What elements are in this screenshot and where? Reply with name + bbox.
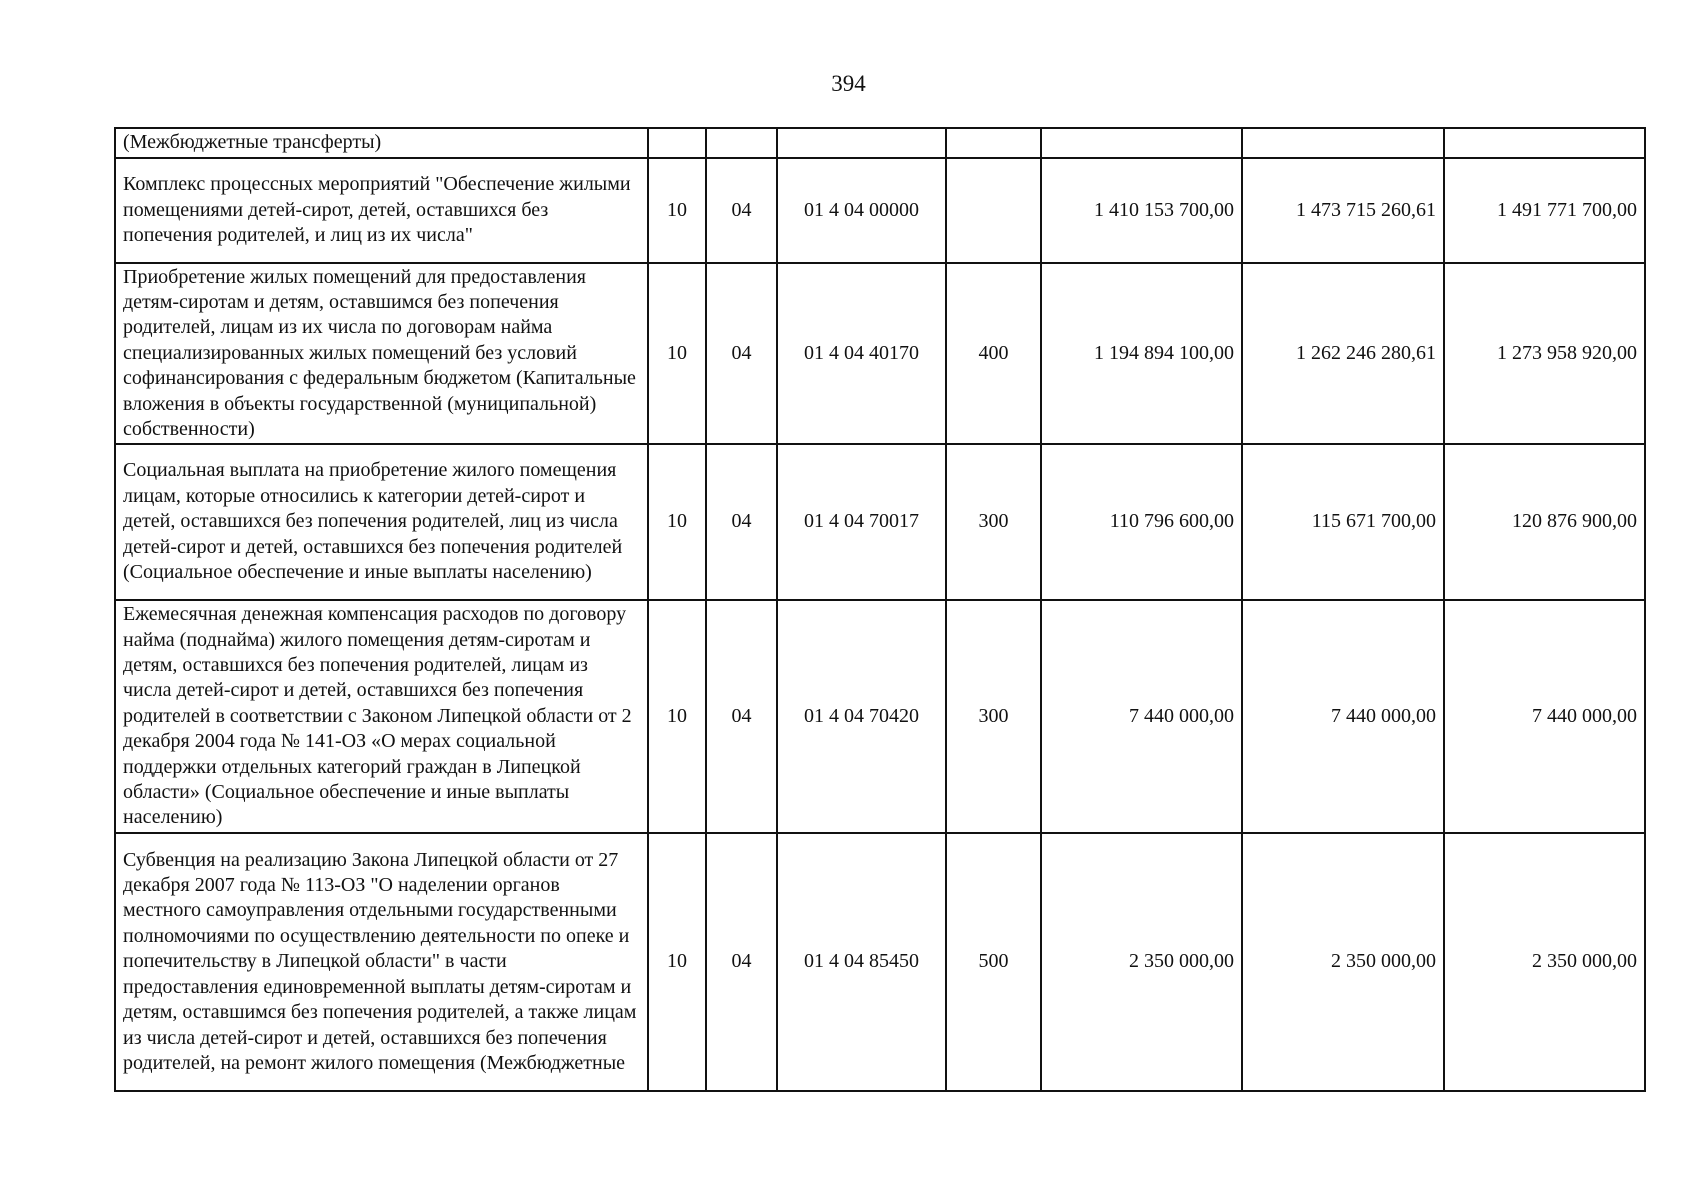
subsection-code: 04 [706,158,777,263]
amount-year-3: 120 876 900,00 [1444,444,1645,600]
amount-year-2 [1242,128,1444,158]
row-description: Приобретение жилых помещений для предоставления детям-сиротам и детям, оставшимся без попечения родителей, лицам из их числа по договорам найма специализированных жилых помещений без условий софинансирования с федеральным бюджетом (Капитальные вложения в объекты государственной (муниципальной) собственности) [115,263,648,444]
subsection-code: 04 [706,833,777,1091]
target-article-code: 01 4 04 70420 [777,600,946,833]
subsection-code: 04 [706,600,777,833]
subsection-code [706,128,777,158]
section-code: 10 [648,833,706,1091]
subsection-code: 04 [706,444,777,600]
amount-year-3: 7 440 000,00 [1444,600,1645,833]
amount-year-2: 2 350 000,00 [1242,833,1444,1091]
table-row [115,263,1645,444]
amount-year-1: 1 410 153 700,00 [1041,158,1242,263]
target-article-code [777,128,946,158]
section-code: 10 [648,444,706,600]
row-description: Субвенция на реализацию Закона Липецкой области от 27 декабря 2007 года № 113-ОЗ "О наделении органов местного самоуправления отдельными государственными полномочиями по осуществлению деятельности по опеке и попечительству в Липецкой области" в части предоставления единовременной выплаты детям-сиротам и детям, оставшимся без попечения родителей, а также лицам из числа детей-сирот и детей, оставшихся без попечения родителей, на ремонт жилого помещения (Межбюджетные [115,833,648,1091]
row-description: Комплекс процессных мероприятий "Обеспечение жилыми помещениями детей-сирот, детей, оставшихся без попечения родителей, и лиц из их числа" [115,158,648,263]
amount-year-3: 1 491 771 700,00 [1444,158,1645,263]
amount-year-2: 7 440 000,00 [1242,600,1444,833]
target-article-code: 01 4 04 40170 [777,263,946,444]
amount-year-2: 115 671 700,00 [1242,444,1444,600]
target-article-code: 01 4 04 70017 [777,444,946,600]
amount-year-1: 2 350 000,00 [1041,833,1242,1091]
section-code: 10 [648,600,706,833]
expense-type-code: 300 [946,600,1041,833]
target-article-code: 01 4 04 00000 [777,158,946,263]
amount-year-3 [1444,128,1645,158]
page-number: 394 [831,71,866,96]
expense-type-code: 400 [946,263,1041,444]
amount-year-1: 7 440 000,00 [1041,600,1242,833]
table-row [115,128,1645,158]
amount-year-2: 1 262 246 280,61 [1242,263,1444,444]
amount-year-1 [1041,128,1242,158]
row-description: Социальная выплата на приобретение жилого помещения лицам, которые относились к категории детей-сирот и детей, оставшихся без попечения родителей, лиц из числа детей-сирот и детей, оставшихся без попечения родителей (Социальное обеспечение и иные выплаты населению) [115,444,648,600]
expense-type-code: 300 [946,444,1041,600]
amount-year-1: 110 796 600,00 [1041,444,1242,600]
row-description: (Межбюджетные трансферты) [115,128,648,158]
target-article-code: 01 4 04 85450 [777,833,946,1091]
amount-year-3: 2 350 000,00 [1444,833,1645,1091]
budget-table [114,127,1646,1092]
amount-year-1: 1 194 894 100,00 [1041,263,1242,444]
table-row [115,600,1645,833]
amount-year-2: 1 473 715 260,61 [1242,158,1444,263]
section-code: 10 [648,158,706,263]
section-code: 10 [648,263,706,444]
table-row [115,444,1645,600]
expense-type-code: 500 [946,833,1041,1091]
row-description: Ежемесячная денежная компенсация расходов по договору найма (поднайма) жилого помещения детям-сиротам и детям, оставшихся без попечения родителей, лицам из числа детей-сирот и детей, оставшихся без попечения родителей в соответствии с Законом Липецкой области от 2 декабря 2004 года № 141-ОЗ «О мерах социальной поддержки отдельных категорий граждан в Липецкой области» (Социальное обеспечение и иные выплаты населению) [115,600,648,833]
amount-year-3: 1 273 958 920,00 [1444,263,1645,444]
expense-type-code [946,158,1041,263]
section-code [648,128,706,158]
subsection-code: 04 [706,263,777,444]
table-row [115,158,1645,263]
expense-type-code [946,128,1041,158]
table-row [115,833,1645,1091]
